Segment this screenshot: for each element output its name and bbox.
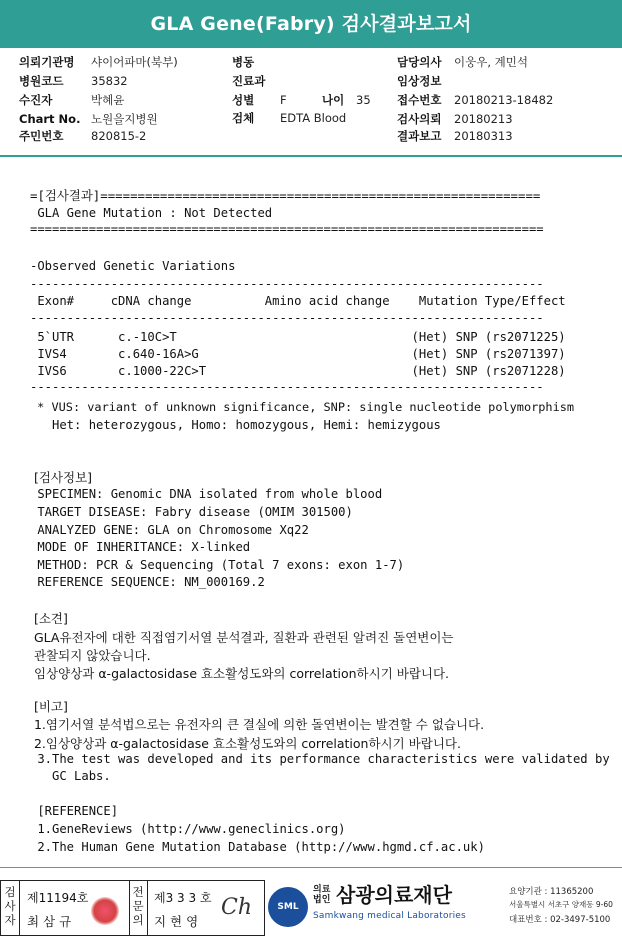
report-title: GLA Gene(Fabry) 검사결과보고서 [0, 0, 622, 48]
info-label: 검사의뢰 [397, 112, 442, 126]
note-line: 2.임상양상과 α-galactosidase 효소활성도와의 correlation하시기 바랍니다. [30, 736, 461, 751]
info-label: 수진자 [19, 93, 53, 107]
info-line: REFERENCE SEQUENCE: NM_000169.2 [30, 575, 265, 589]
divider-line: ---------------------------------------------------------------------- [30, 311, 544, 325]
table-row: IVS4 c.640-16A>G (Het) SNP (rs2071397) [30, 347, 566, 361]
info-value: 35832 [91, 74, 128, 88]
info-line: METHOD: PCR & Sequencing (Total 7 exons: exon 1-7) [30, 558, 405, 572]
seal-stamp-icon [91, 897, 119, 925]
info-label: 결과보고 [397, 129, 442, 143]
table-header: Exon# cDNA change Amino acid change Mutation Type/Effect [30, 294, 566, 308]
info-value: 이웅우, 계민석 [454, 55, 528, 69]
info-value: 20180213 [454, 112, 513, 126]
note-line: GC Labs. [30, 769, 111, 783]
org-address: 서울특별시 서초구 양재동 9-60 [509, 900, 613, 909]
info-row [397, 73, 454, 89]
info-row [19, 111, 158, 127]
specialist-license: 제3 3 3 호 [154, 891, 212, 905]
footnote: Het: heterozygous, Homo: homozygous, Hemi: hemizygous [30, 418, 441, 432]
footer-divider [0, 867, 622, 868]
examiner-license: 제11194호 [27, 891, 89, 905]
info-label: 검체 [232, 111, 255, 125]
examiner-box [0, 880, 265, 936]
note-line: 1.염기서열 분석법으로는 유전자의 큰 결실에 의한 돌연변이는 발견할 수 없습니다. [30, 717, 485, 732]
section-heading: [비고] [30, 699, 68, 714]
info-label: 접수번호 [397, 93, 442, 107]
info-row [232, 92, 371, 108]
info-label: 임상정보 [397, 74, 442, 88]
info-row [232, 54, 280, 70]
specialist-label: 전문의 [132, 885, 144, 927]
reference-link[interactable]: 1.GeneReviews (http://www.geneclinics.org) [30, 822, 346, 836]
section-heading: [검사정보] [30, 470, 93, 485]
info-row [397, 128, 513, 144]
org-phone: 대표번호 : 02-3497-5100 [509, 915, 611, 925]
info-value: 20180313 [454, 129, 513, 143]
info-row [232, 110, 346, 126]
info-label: 병원코드 [19, 74, 64, 88]
info-value: 박혜윤 [91, 93, 125, 107]
info-row [19, 128, 146, 144]
result-summary: GLA Gene Mutation : Not Detected [30, 206, 273, 220]
info-value: 샤이어파마(북부) [91, 55, 178, 69]
info-row [397, 111, 513, 127]
info-row [19, 54, 178, 70]
info-label: Chart No. [19, 112, 81, 126]
examiner-label: 검사자 [4, 885, 16, 927]
note-line: 3.The test was developed and its performance characteristics were validated by [30, 752, 610, 766]
info-label: 진료과 [232, 74, 266, 88]
org-name: 삼광의료재단 [336, 883, 452, 907]
finding-line: 임상양상과 α-galactosidase 효소활성도와의 correlation하시기 바랍니다. [30, 666, 450, 681]
section-heading: [REFERENCE] [30, 804, 119, 818]
info-value: EDTA Blood [280, 111, 347, 125]
info-row [19, 92, 124, 108]
table-row: IVS6 c.1000-22C>T (Het) SNP (rs2071228) [30, 364, 566, 378]
finding-line: 관찰되지 않았습니다. [30, 648, 151, 663]
info-row [19, 73, 128, 89]
divider-line: ---------------------------------------------------------------------- [30, 380, 544, 394]
info-value: 820815-2 [91, 129, 147, 143]
info-value: 20180213-18482 [454, 93, 554, 107]
info-row [232, 73, 280, 89]
patient-info-header [0, 48, 622, 154]
sml-logo-icon: SML [268, 887, 308, 927]
info-line: SPECIMEN: Genomic DNA isolated from whole blood [30, 487, 383, 501]
info-label: 의뢰기관명 [19, 55, 75, 69]
age-label: 나이 [322, 93, 345, 107]
info-row [397, 92, 553, 108]
divider-line: ---------------------------------------------------------------------- [30, 277, 544, 291]
org-english-name: Samkwang medical Laboratories [313, 911, 466, 921]
section-heading: -Observed Genetic Variations [30, 259, 236, 273]
age-value: 35 [356, 93, 371, 107]
footnote: * VUS: variant of unknown significance, SNP: single nucleotide polymorphism [30, 400, 575, 414]
report-body [0, 154, 622, 869]
table-row: 5`UTR c.-10C>T (Het) SNP (rs2071225) [30, 330, 566, 344]
info-line: TARGET DISEASE: Fabry disease (OMIM 301500) [30, 505, 353, 519]
signature-mark: Ch [221, 895, 253, 920]
info-label: 담당의사 [397, 55, 442, 69]
specialist-label-cell [129, 881, 148, 935]
examiner-name: 최 삼 규 [27, 914, 72, 929]
info-value: 노원을지병원 [91, 112, 158, 126]
info-row [397, 54, 528, 70]
org-info: 요양기관 : 11365200 [509, 887, 594, 897]
info-label: 성별 [232, 93, 255, 107]
finding-line: GLA유전자에 대한 직접염기서열 분석결과, 질환과 관련된 알려진 돌연변이는 [30, 630, 454, 645]
info-value: F [280, 93, 287, 107]
signature-footer [0, 877, 622, 941]
reference-link[interactable]: 2.The Human Gene Mutation Database (http://www.hgmd.cf.ac.uk) [30, 840, 485, 854]
section-heading: [소견] [30, 611, 68, 626]
info-label: 주민번호 [19, 129, 64, 143]
divider-line: ====================================================================== [30, 222, 544, 236]
result-header-line: =[검사결과]=========================================================== [30, 188, 541, 203]
examiner-label-cell [1, 881, 20, 935]
info-line: ANALYZED GENE: GLA on Chromosome Xq22 [30, 523, 309, 537]
info-label: 병동 [232, 55, 255, 69]
specialist-name: 지 현 영 [154, 914, 199, 929]
info-line: MODE OF INHERITANCE: X-linked [30, 540, 251, 554]
org-type: 의료법인 [313, 885, 331, 905]
